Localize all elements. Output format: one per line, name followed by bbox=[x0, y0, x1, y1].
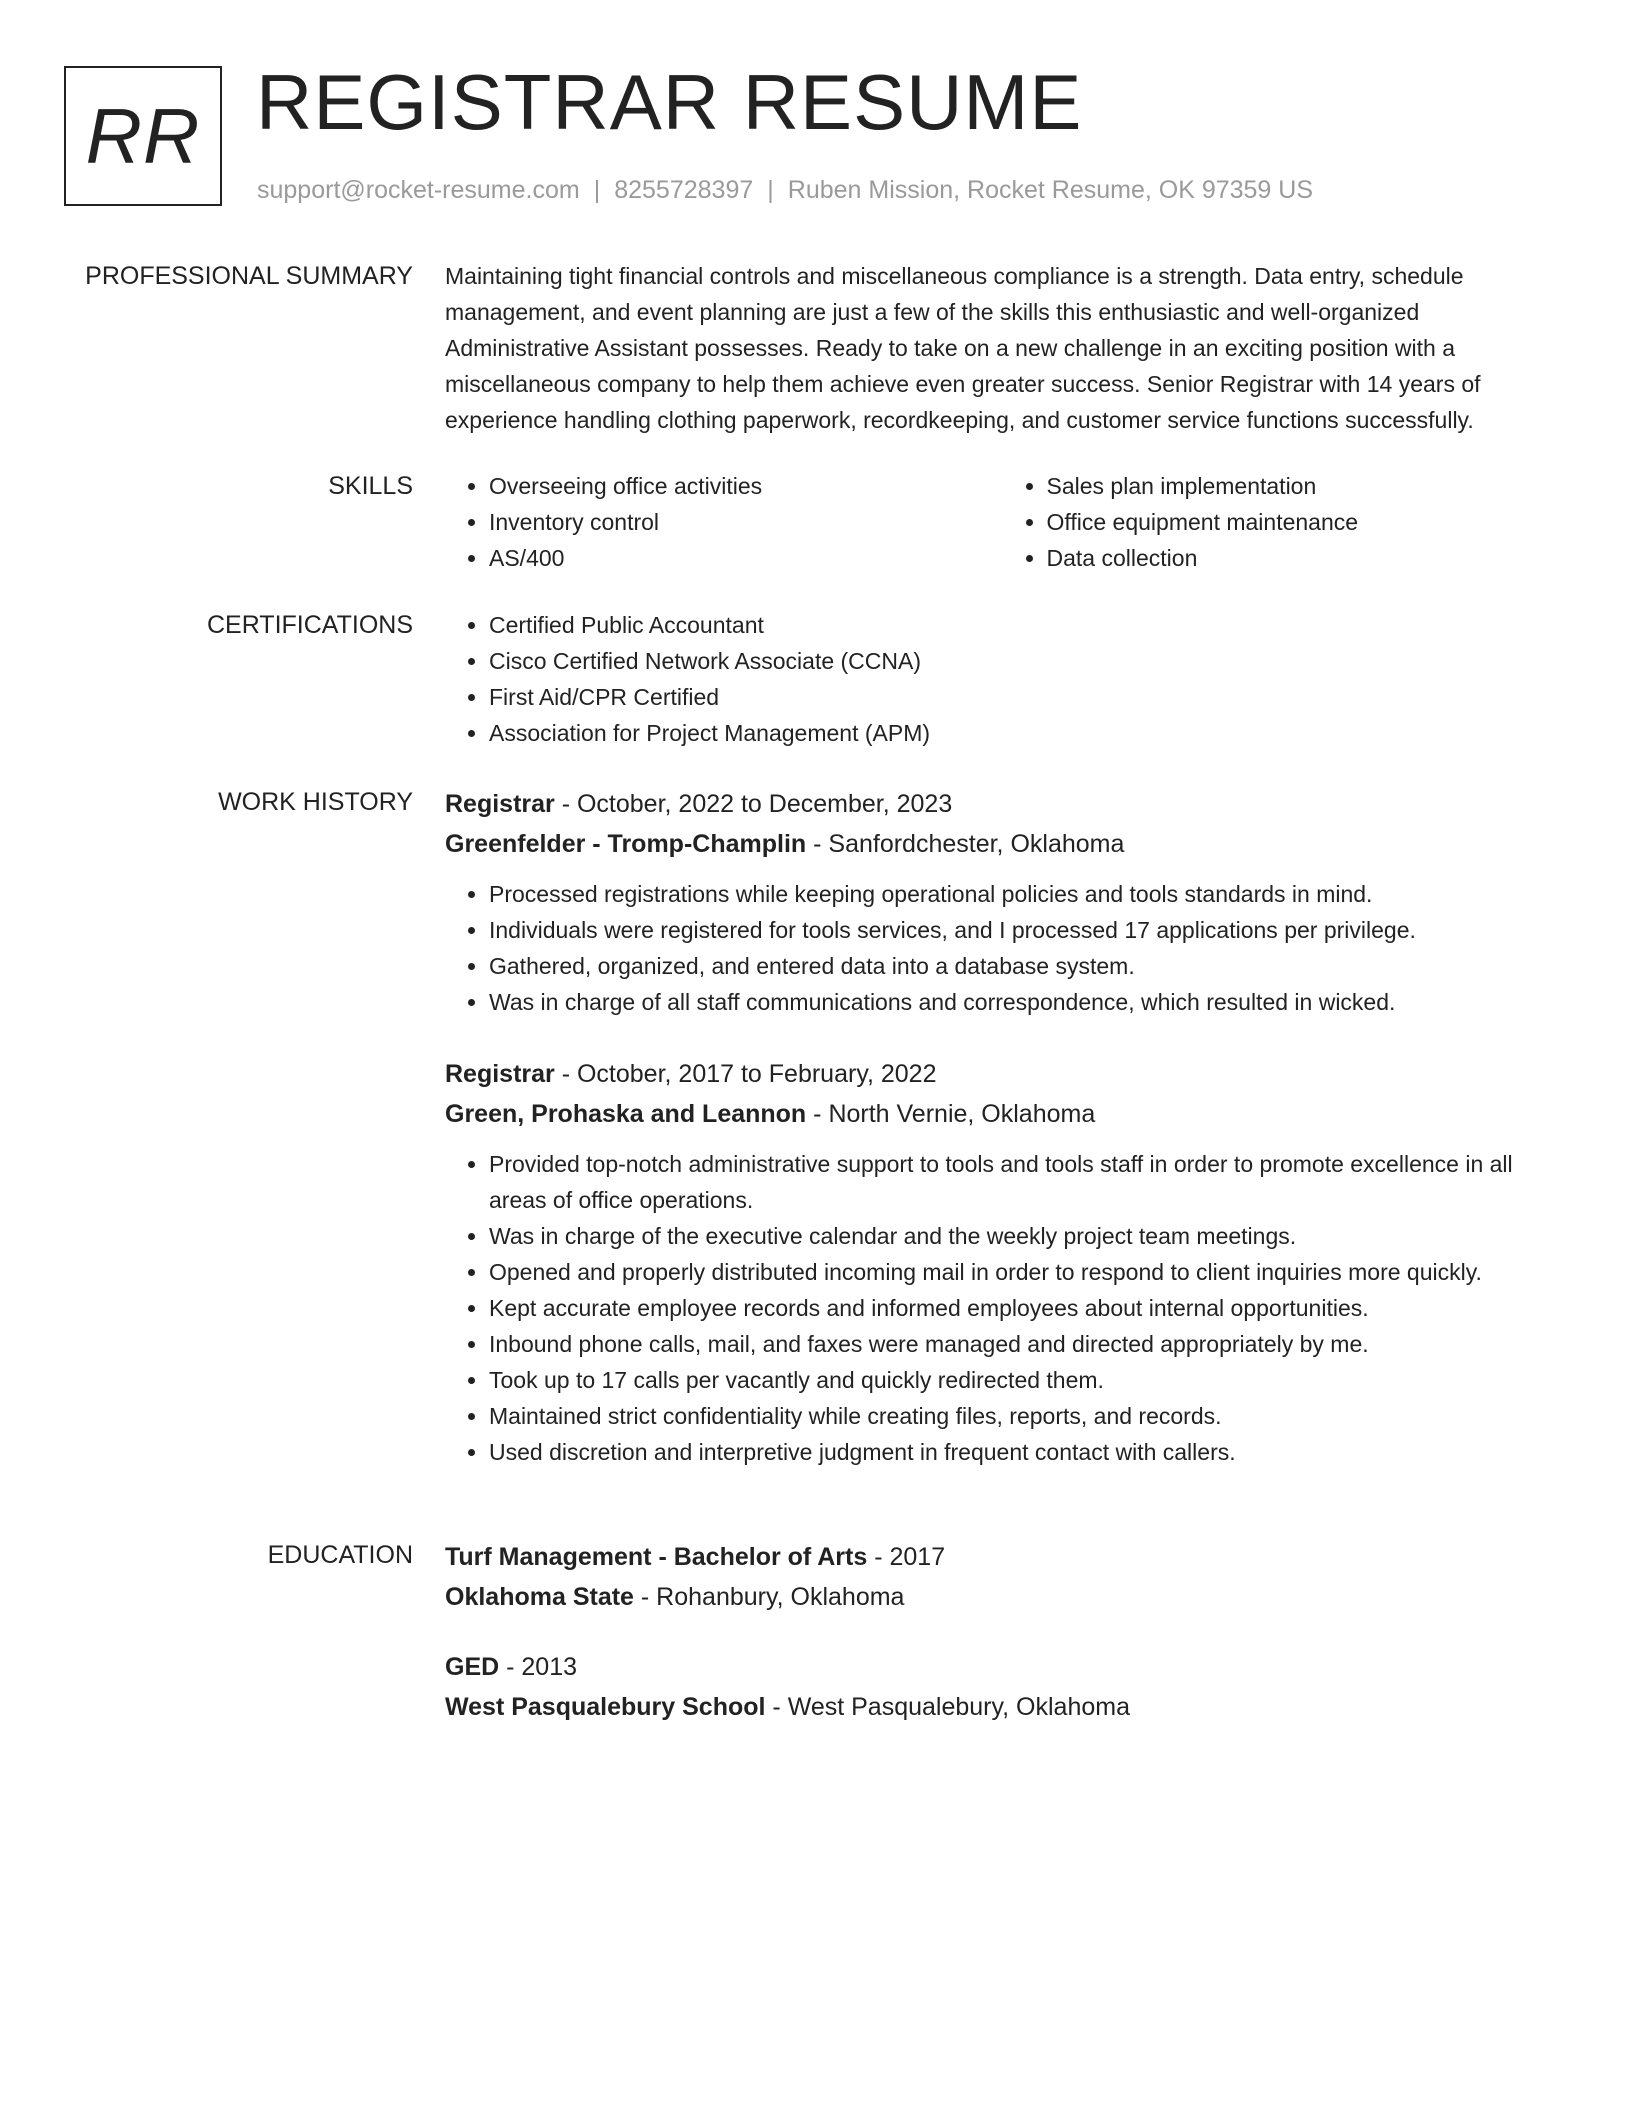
job-title: Registrar bbox=[445, 1060, 555, 1088]
skill-item: • Office equipment maintenance bbox=[1047, 504, 1561, 540]
skills-body bbox=[445, 468, 1560, 576]
job-title: Registrar bbox=[445, 790, 555, 818]
skill-item: • Inventory control bbox=[489, 504, 1003, 540]
job-dates: October, 2022 to December, 2023 bbox=[576, 790, 953, 818]
monogram-logo: RR bbox=[64, 66, 222, 206]
job-duty: • Gathered, organized, and entered data into a database system. bbox=[489, 948, 1560, 984]
contact-separator: | bbox=[593, 176, 601, 204]
contact-line bbox=[257, 172, 1313, 208]
education-school: West Pasqualebury School bbox=[445, 1693, 766, 1721]
education-year: 2013 bbox=[521, 1653, 578, 1681]
job-duties bbox=[445, 876, 1560, 1020]
education-year: 2017 bbox=[889, 1543, 946, 1571]
education-degree-line bbox=[445, 1537, 1560, 1577]
education-degree: GED bbox=[445, 1653, 500, 1681]
work-history-body bbox=[445, 784, 1560, 1504]
dash: - bbox=[806, 830, 829, 858]
job-duty: • Was in charge of the executive calendar and the weekly project team meetings. bbox=[489, 1218, 1560, 1254]
job-duty: • Took up to 17 calls per vacantly and quickly redirected them. bbox=[489, 1362, 1560, 1398]
job-company: Green, Prohaska and Leannon bbox=[445, 1100, 807, 1128]
certifications-list bbox=[445, 607, 1560, 751]
dash: - bbox=[633, 1583, 657, 1611]
education-entry bbox=[445, 1537, 1560, 1617]
certification-item: • Certified Public Accountant bbox=[489, 607, 1560, 643]
contact-separator: | bbox=[767, 176, 774, 204]
dash: - bbox=[499, 1653, 522, 1681]
skill-item: • Overseeing office activities bbox=[489, 468, 1003, 504]
skills-column-1 bbox=[445, 468, 1003, 576]
dash: - bbox=[867, 1543, 890, 1571]
dash: - bbox=[554, 790, 577, 818]
education-degree: Turf Management - Bachelor of Arts bbox=[445, 1543, 868, 1571]
resume-title: REGISTRAR RESUME bbox=[256, 58, 1083, 146]
skills-grid bbox=[445, 468, 1560, 576]
education-location: Rohanbury, Oklahoma bbox=[656, 1583, 905, 1611]
job-duty: • Was in charge of all staff communications and correspondence, which resulted in wicked. bbox=[489, 984, 1560, 1020]
job-company-line bbox=[445, 824, 1560, 864]
job-title-line bbox=[445, 784, 1560, 824]
education-location: West Pasqualebury, Oklahoma bbox=[787, 1693, 1130, 1721]
job-duty: • Provided top-notch administrative support to tools and tools staff in order to promote excellence in all areas of office operations. bbox=[489, 1146, 1560, 1218]
skill-item: • Data collection bbox=[1047, 540, 1561, 576]
job-company: Greenfelder - Tromp-Champlin bbox=[445, 830, 807, 858]
job-duty: • Maintained strict confidentiality while creating files, reports, and records. bbox=[489, 1398, 1560, 1434]
job-location: North Vernie, Oklahoma bbox=[828, 1100, 1096, 1128]
job-title-line bbox=[445, 1054, 1560, 1094]
job-location: Sanfordchester, Oklahoma bbox=[828, 830, 1125, 858]
education-degree-line bbox=[445, 1647, 1560, 1687]
education-school-line bbox=[445, 1577, 1560, 1617]
summary-text: Maintaining tight financial controls and miscellaneous compliance is a strength. Data entry, schedule management, and event planning are just a few of the skills this enthusiastic and well-organized Administrative Assistant possesses. Ready to take on a new challenge in an exciting position with a miscellaneous company to help them achieve even greater success. Senior Registrar with 14 years of experience handling clothing paperwork, recordkeeping, and customer service functions successfully. bbox=[445, 263, 1481, 433]
education-school: Oklahoma State bbox=[445, 1583, 634, 1611]
job-duty: • Inbound phone calls, mail, and faxes were managed and directed appropriately by me. bbox=[489, 1326, 1560, 1362]
job-duty: • Kept accurate employee records and informed employees about internal opportunities. bbox=[489, 1290, 1560, 1326]
certification-item: • First Aid/CPR Certified bbox=[489, 679, 1560, 715]
education-heading: EDUCATION bbox=[267, 1541, 413, 1569]
education-entry bbox=[445, 1647, 1560, 1727]
job-duty: • Opened and properly distributed incoming mail in order to respond to client inquiries more quickly. bbox=[489, 1254, 1560, 1290]
job-duty: • Used discretion and interpretive judgment in frequent contact with callers. bbox=[489, 1434, 1560, 1470]
summary-heading: PROFESSIONAL SUMMARY bbox=[85, 262, 413, 290]
dash: - bbox=[554, 1060, 577, 1088]
job-entry bbox=[445, 1054, 1560, 1470]
certifications-body bbox=[445, 607, 1560, 751]
skills-column-2 bbox=[1003, 468, 1561, 576]
summary-body bbox=[445, 258, 1560, 438]
education-body bbox=[445, 1537, 1560, 1757]
skills-heading: SKILLS bbox=[328, 472, 413, 500]
certification-item: • Association for Project Management (APM) bbox=[489, 715, 1560, 751]
job-duty: • Individuals were registered for tools services, and I processed 17 applications per privilege. bbox=[489, 912, 1560, 948]
job-company-line bbox=[445, 1094, 1560, 1134]
job-dates: October, 2017 to February, 2022 bbox=[576, 1060, 937, 1088]
job-duty: • Processed registrations while keeping operational policies and tools standards in mind. bbox=[489, 876, 1560, 912]
education-school-line bbox=[445, 1687, 1560, 1727]
certification-item: • Cisco Certified Network Associate (CCNA) bbox=[489, 643, 1560, 679]
work-history-heading: WORK HISTORY bbox=[218, 788, 413, 816]
dash: - bbox=[806, 1100, 829, 1128]
certifications-heading: CERTIFICATIONS bbox=[206, 611, 413, 639]
contact-address: Ruben Mission, Rocket Resume, OK 97359 US bbox=[787, 176, 1314, 204]
skill-item: • AS/400 bbox=[489, 540, 1003, 576]
dash: - bbox=[765, 1693, 788, 1721]
job-entry bbox=[445, 784, 1560, 1020]
contact-email[interactable]: support@rocket-resume.com bbox=[257, 176, 580, 204]
skill-item: • Sales plan implementation bbox=[1047, 468, 1561, 504]
contact-phone[interactable]: 8255728397 bbox=[614, 176, 754, 204]
job-duties bbox=[445, 1146, 1560, 1470]
